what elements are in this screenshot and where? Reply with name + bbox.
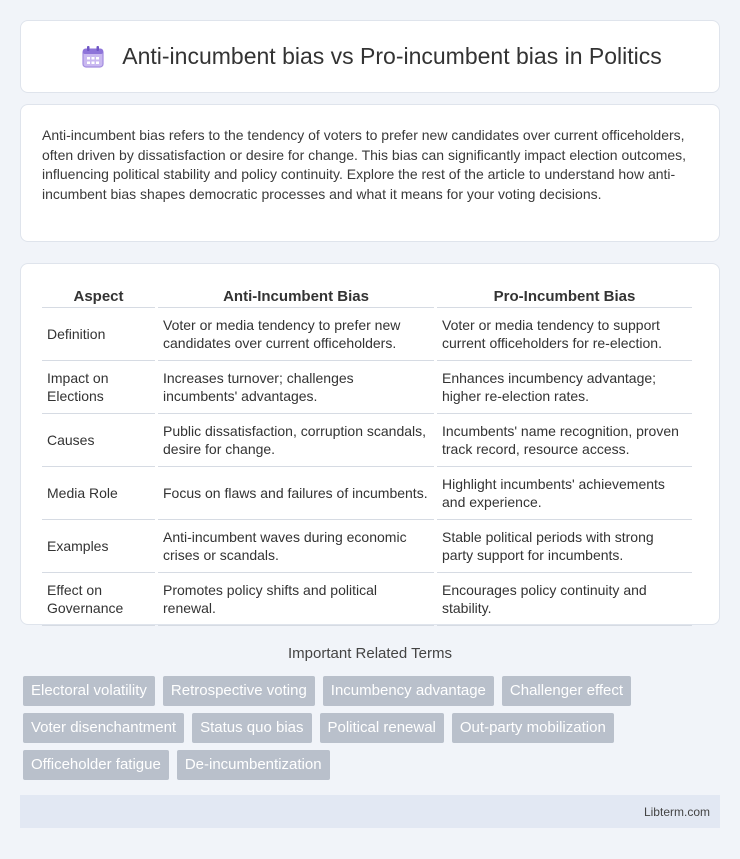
table-cell-anti: Focus on flaws and failures of incumbents. — [158, 467, 434, 520]
table-row — [42, 520, 692, 573]
table-row — [42, 308, 692, 361]
related-term-tag[interactable]: Retrospective voting — [163, 676, 315, 706]
table-cell-aspect: Definition — [42, 308, 155, 361]
related-term-tag[interactable]: Political renewal — [320, 713, 444, 743]
calendar-icon — [78, 42, 108, 72]
related-term-tag[interactable]: Electoral volatility — [23, 676, 155, 706]
related-term-tag[interactable]: Incumbency advantage — [323, 676, 494, 706]
related-terms-title: Important Related Terms — [288, 645, 452, 662]
footer — [20, 795, 720, 828]
column-header-pro: Pro-Incumbent Bias — [437, 284, 692, 308]
table-cell-pro: Enhances incumbency advantage; higher re-election rates. — [437, 361, 692, 414]
column-header-anti: Anti-Incumbent Bias — [158, 284, 434, 308]
table-cell-anti: Promotes policy shifts and political renewal. — [158, 573, 434, 626]
table-cell-pro: Stable political periods with strong party support for incumbents. — [437, 520, 692, 573]
related-terms-list — [23, 676, 723, 780]
table-cell-pro: Encourages policy continuity and stability. — [437, 573, 692, 626]
header-card — [20, 20, 720, 93]
table-row — [42, 573, 692, 626]
table-cell-aspect: Examples — [42, 520, 155, 573]
comparison-table-card — [20, 263, 720, 625]
related-term-tag[interactable]: Officeholder fatigue — [23, 750, 169, 780]
related-term-tag[interactable]: Out-party mobilization — [452, 713, 614, 743]
table-cell-pro: Highlight incumbents' achievements and experience. — [437, 467, 692, 520]
title-wrap — [78, 42, 661, 72]
table-cell-anti: Increases turnover; challenges incumbents' advantages. — [158, 361, 434, 414]
table-cell-anti: Anti-incumbent waves during economic crises or scandals. — [158, 520, 434, 573]
intro-card — [20, 104, 720, 242]
table-cell-aspect: Impact on Elections — [42, 361, 155, 414]
related-term-tag[interactable]: De-incumbentization — [177, 750, 330, 780]
page-title: Anti-incumbent bias vs Pro-incumbent bias in Politics — [122, 43, 662, 69]
table-cell-anti: Voter or media tendency to prefer new candidates over current officeholders. — [158, 308, 434, 361]
table-cell-anti: Public dissatisfaction, corruption scandals, desire for change. — [158, 414, 434, 467]
related-term-tag[interactable]: Voter disenchantment — [23, 713, 184, 743]
comparison-table — [39, 284, 695, 626]
table-row — [42, 414, 692, 467]
table-cell-pro: Voter or media tendency to support current officeholders for re-election. — [437, 308, 692, 361]
table-cell-pro: Incumbents' name recognition, proven track record, resource access. — [437, 414, 692, 467]
related-term-tag[interactable]: Status quo bias — [192, 713, 311, 743]
related-term-tag[interactable]: Challenger effect — [502, 676, 631, 706]
table-cell-aspect: Causes — [42, 414, 155, 467]
table-row — [42, 361, 692, 414]
table-row — [42, 467, 692, 520]
table-cell-aspect: Effect on Governance — [42, 573, 155, 626]
table-cell-aspect: Media Role — [42, 467, 155, 520]
intro-paragraph: Anti-incumbent bias refers to the tendency of voters to prefer new candidates over current officeholders, often driven by dissatisfaction or desire for change. This bias can significantly impact election outcomes, influencing political stability and policy continuity. Explore the rest of the article to understand how anti-incumbent bias shapes democratic processes and what it means for your voting decisions. — [42, 127, 687, 202]
footer-site-link[interactable]: Libterm.com — [643, 804, 710, 819]
table-header-row — [42, 284, 692, 308]
column-header-aspect: Aspect — [42, 284, 155, 308]
